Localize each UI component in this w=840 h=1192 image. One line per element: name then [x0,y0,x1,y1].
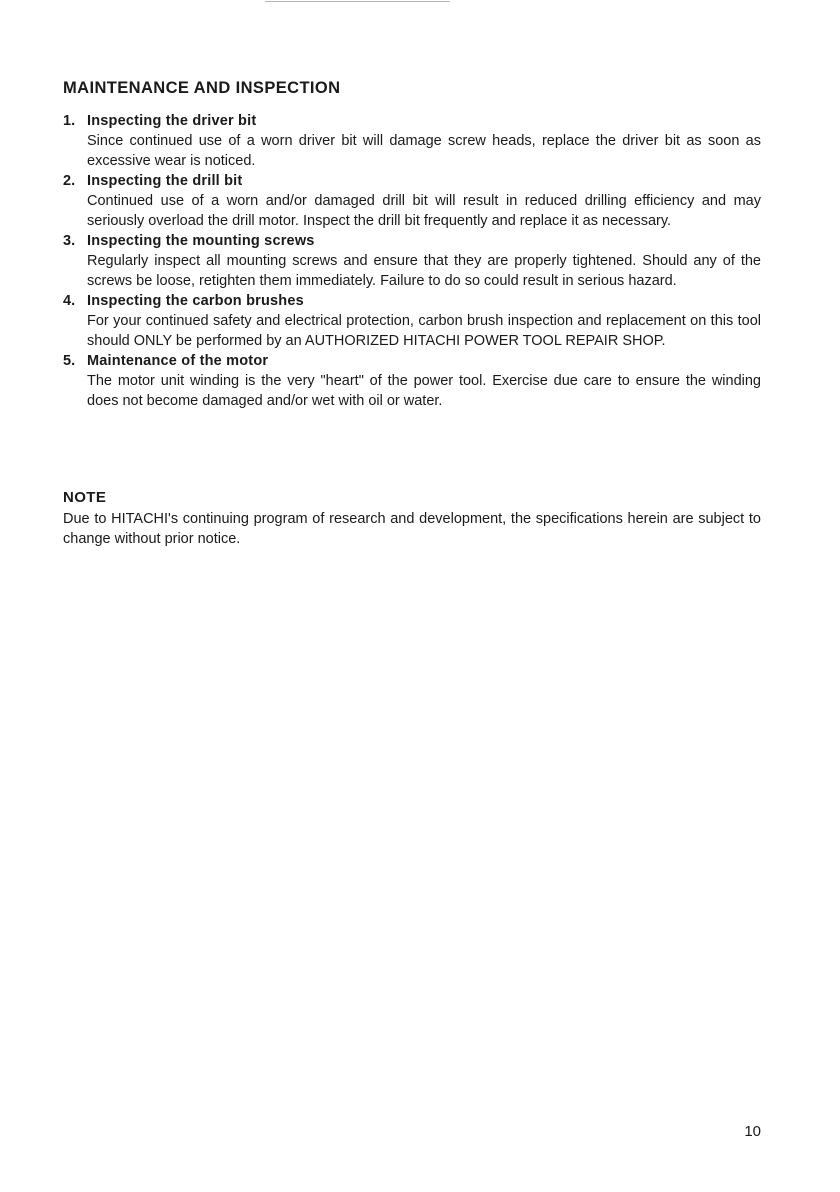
list-item [63,291,761,351]
item-title: Inspecting the driver bit [87,113,257,129]
inspection-list [63,111,761,411]
top-rule-divider [265,1,450,2]
item-title: Inspecting the carbon brushes [87,293,304,309]
item-number: 1. [63,113,76,129]
item-body: Regularly inspect all mounting screws and ensure that they are properly tightened. Should any of the screws be loose, retighten them immediately. Failure to do so could result in serious hazard. [87,253,761,289]
item-title: Inspecting the mounting screws [87,233,315,249]
note-heading: NOTE [63,489,107,506]
item-number: 5. [63,353,76,369]
list-item [63,111,761,171]
item-number: 2. [63,173,76,189]
section-heading: MAINTENANCE AND INSPECTION [63,79,341,97]
list-item [63,171,761,231]
list-item [63,231,761,291]
item-body: For your continued safety and electrical protection, carbon brush inspection and replacement on this tool should ONLY be performed by an AUTHORIZED HITACHI POWER TOOL REPAIR SHOP. [87,313,761,349]
item-body: Since continued use of a worn driver bit will damage screw heads, replace the driver bit as soon as excessive wear is noticed. [87,133,761,169]
item-number: 4. [63,293,76,309]
item-body: The motor unit winding is the very "heart" of the power tool. Exercise due care to ensure the winding does not become damaged and/or wet with oil or water. [87,373,761,409]
note-body: Due to HITACHI's continuing program of research and development, the specifications herein are subject to change without prior notice. [63,511,761,547]
item-title: Inspecting the drill bit [87,173,243,189]
page-number: 10 [744,1123,761,1140]
note-section [63,488,761,549]
list-item [63,351,761,411]
item-number: 3. [63,233,76,249]
item-title: Maintenance of the motor [87,353,269,369]
item-body: Continued use of a worn and/or damaged drill bit will result in reduced drilling efficiency and may seriously overload the drill motor. Inspect the drill bit frequently and replace it as necessary. [87,193,761,229]
